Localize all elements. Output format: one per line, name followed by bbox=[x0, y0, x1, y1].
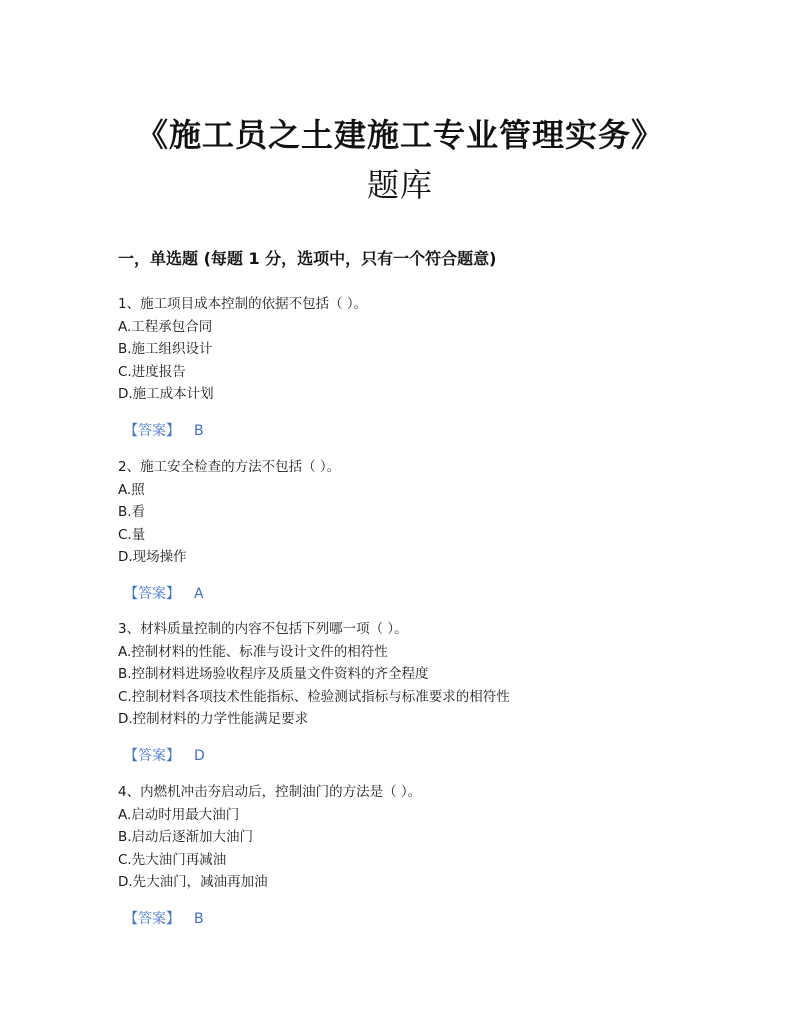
option-b: B.控制材料进场验收程序及质量文件资料的齐全程度 bbox=[118, 666, 429, 682]
option-b: B.看 bbox=[118, 504, 146, 520]
answer-row bbox=[118, 908, 718, 930]
question-stem: 1、施工项目成本控制的依据不包括（ ）。 bbox=[118, 296, 368, 312]
option-a: A.启动时用最大油门 bbox=[118, 806, 240, 823]
question-1 bbox=[118, 293, 718, 442]
question-stem: 2、施工安全检查的方法不包括（ ）。 bbox=[118, 459, 341, 475]
answer-label: 【答案】 bbox=[124, 422, 180, 439]
question-2 bbox=[118, 456, 718, 605]
option-a: A.控制材料的性能、标准与设计文件的相符性 bbox=[118, 643, 388, 660]
option-c: C.先大油门再减油 bbox=[118, 851, 227, 868]
answer-row bbox=[118, 420, 718, 442]
answer-value: B bbox=[194, 910, 204, 927]
answer-value: D bbox=[194, 747, 205, 764]
answer-label: 【答案】 bbox=[124, 910, 180, 927]
option-d: D.控制材料的力学性能满足要求 bbox=[118, 711, 309, 727]
question-stem: 4、内燃机冲击夯启动后，控制油门的方法是（ ）。 bbox=[118, 784, 422, 800]
option-b: B.施工组织设计 bbox=[118, 341, 213, 357]
answer-label: 【答案】 bbox=[124, 747, 180, 764]
section-heading: 一，单选题 (每题 1 分，选项中，只有一个符合题意) bbox=[118, 249, 497, 268]
option-c: C.控制材料各项技术性能指标、检验测试指标与标准要求的相符性 bbox=[118, 688, 510, 705]
option-a: A.照 bbox=[118, 481, 145, 498]
option-d: D.现场操作 bbox=[118, 549, 187, 565]
question-stem: 3、材料质量控制的内容不包括下列哪一项（ ）。 bbox=[118, 621, 408, 637]
option-b: B.启动后逐渐加大油门 bbox=[118, 829, 254, 845]
answer-value: B bbox=[194, 422, 204, 439]
answer-row bbox=[118, 745, 718, 767]
answer-row bbox=[118, 583, 718, 605]
option-d: D.施工成本计划 bbox=[118, 386, 214, 402]
document-title-line1: 《施工员之土建施工专业管理实务》 bbox=[135, 116, 664, 154]
question-3 bbox=[118, 618, 718, 767]
document-title-line2: 题库 bbox=[366, 166, 433, 204]
answer-label: 【答案】 bbox=[124, 585, 180, 602]
option-d: D.先大油门，减油再加油 bbox=[118, 874, 268, 890]
option-a: A.工程承包合同 bbox=[118, 318, 213, 335]
option-c: C.量 bbox=[118, 526, 146, 543]
answer-value: A bbox=[194, 585, 204, 602]
question-4 bbox=[118, 781, 718, 930]
option-c: C.进度报告 bbox=[118, 363, 186, 380]
